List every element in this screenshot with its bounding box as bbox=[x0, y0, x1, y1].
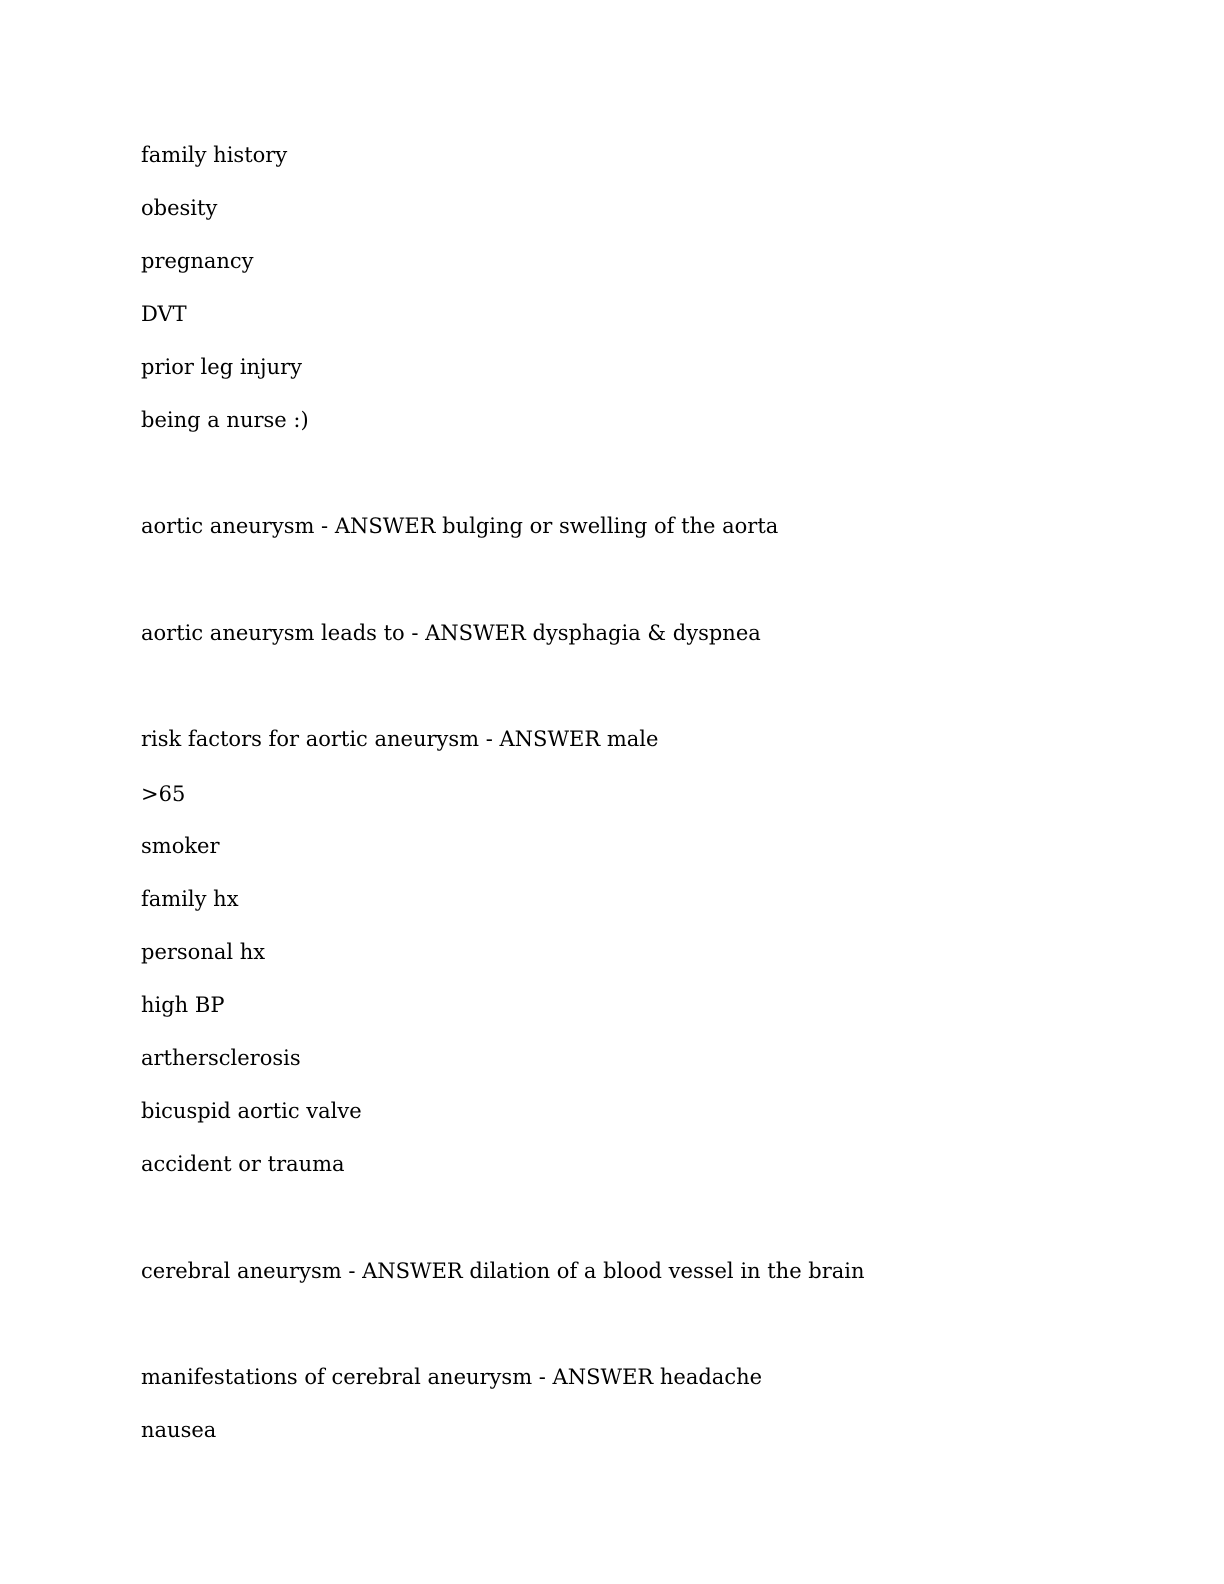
text-line: arthersclerosis bbox=[141, 1046, 301, 1070]
text-line: pregnancy bbox=[141, 249, 254, 273]
qa-line: aortic aneurysm - ANSWER bulging or swelling of the aorta bbox=[141, 514, 779, 538]
text-line: accident or trauma bbox=[141, 1152, 345, 1176]
text-line: DVT bbox=[141, 302, 187, 326]
qa-line: cerebral aneurysm - ANSWER dilation of a blood vessel in the brain bbox=[141, 1259, 865, 1283]
text-line: personal hx bbox=[141, 940, 266, 964]
text-line: bicuspid aortic valve bbox=[141, 1099, 362, 1123]
text-line: nausea bbox=[141, 1418, 217, 1442]
qa-line: aortic aneurysm leads to - ANSWER dysphagia & dyspnea bbox=[141, 621, 761, 645]
text-line: obesity bbox=[141, 196, 218, 220]
text-line: being a nurse :) bbox=[141, 408, 309, 432]
text-line: family history bbox=[141, 143, 288, 167]
qa-line: manifestations of cerebral aneurysm - ANSWER headache bbox=[141, 1365, 763, 1389]
text-line: family hx bbox=[141, 887, 239, 911]
text-line: prior leg injury bbox=[141, 355, 302, 379]
text-line: high BP bbox=[141, 993, 225, 1017]
qa-line: risk factors for aortic aneurysm - ANSWER male bbox=[141, 727, 659, 751]
text-line: smoker bbox=[141, 834, 220, 858]
text-line: >65 bbox=[141, 782, 186, 806]
